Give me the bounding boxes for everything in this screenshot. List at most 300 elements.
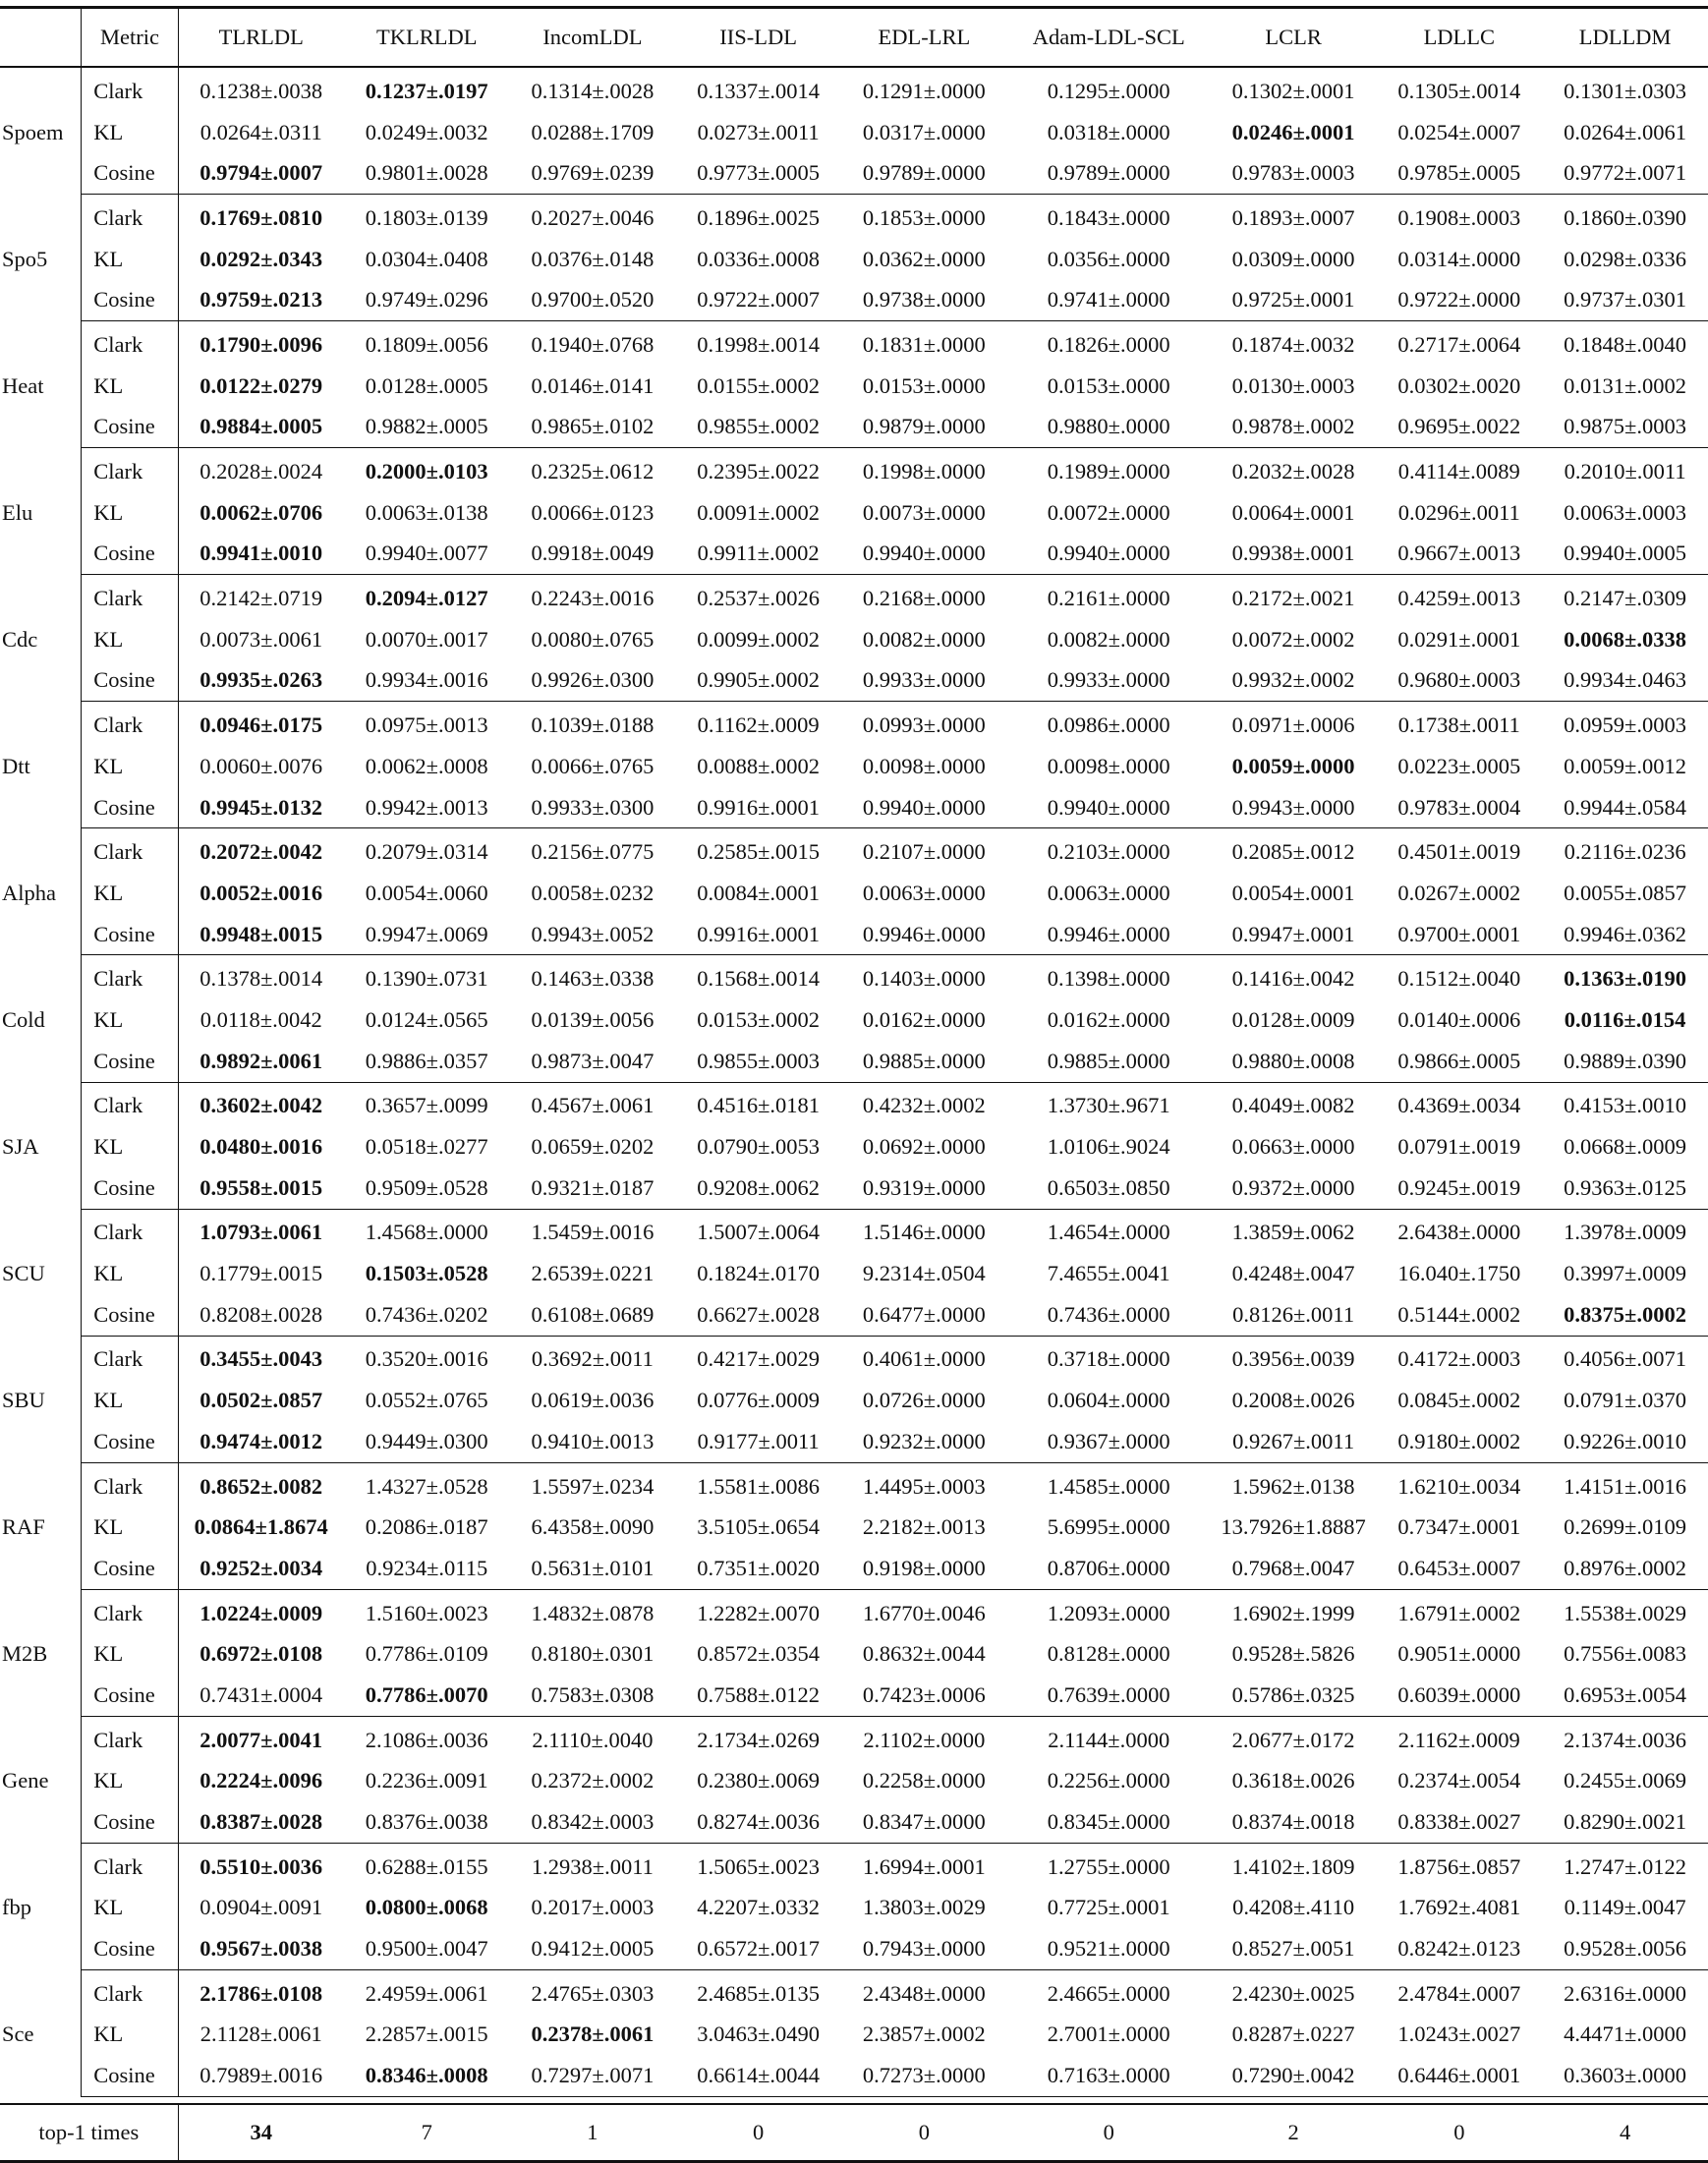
result-cell: 2.4959±.0061 [365, 1980, 488, 2006]
result-cell: 16.040±.1750 [1397, 1261, 1521, 1286]
result-cell: 0.7436±.0000 [1007, 1294, 1211, 1336]
result-cell: 1.4151±.0016 [1564, 1473, 1687, 1499]
result-cell: 0.0273±.0011 [697, 119, 820, 144]
result-cell: 0.9940±.0000 [1007, 534, 1211, 575]
result-cell: 0.2000±.0103 [365, 459, 488, 484]
result-cell: 2.4765±.0303 [531, 1980, 655, 2006]
result-cell: 0.9947±.0069 [344, 914, 510, 955]
result-cell: 0.2537±.0026 [697, 586, 821, 611]
metric-name: KL [82, 999, 178, 1041]
result-cell: 0.9943±.0000 [1211, 787, 1377, 828]
result-cell: 0.4567±.0061 [531, 1093, 655, 1118]
result-cell: 0.9940±.0077 [344, 534, 510, 575]
result-cell: 2.1110±.0040 [532, 1727, 654, 1752]
result-cell: 0.9737±.0301 [1542, 279, 1708, 320]
result-cell: 0.0098±.0000 [862, 753, 986, 778]
metric-name: Clark [82, 1336, 178, 1380]
result-cell: 0.1039±.0188 [531, 712, 655, 738]
result-cell: 0.8652±.0082 [199, 1473, 323, 1499]
result-cell: 0.8375±.0002 [1542, 1294, 1708, 1336]
metric-name: Cosine [82, 152, 178, 194]
result-cell: 0.3997±.0009 [1564, 1261, 1687, 1286]
metric-name: Cosine [82, 2055, 178, 2096]
result-cell: 0.9363±.0125 [1542, 1167, 1708, 1209]
result-cell: 0.9722±.0007 [675, 279, 841, 320]
result-cell: 0.0959±.0003 [1564, 712, 1687, 738]
result-cell: 0.2161±.0000 [1047, 586, 1170, 611]
result-cell: 0.9940±.0000 [841, 534, 1007, 575]
result-cell: 0.0060±.0076 [199, 753, 323, 778]
dataset-name: Cdc [0, 575, 82, 702]
result-cell: 0.8572±.0354 [697, 1641, 821, 1667]
metric-name: Clark [82, 575, 178, 619]
result-cell: 0.8208±.0028 [178, 1294, 344, 1336]
metric-name: KL [82, 1126, 178, 1167]
result-cell: 0.0140±.0006 [1397, 1006, 1521, 1032]
result-cell: 0.0480±.0016 [199, 1134, 323, 1160]
result-cell: 0.9886±.0357 [344, 1041, 510, 1082]
dataset-name: M2B [0, 1589, 82, 1716]
result-cell: 0.9177±.0011 [675, 1421, 841, 1462]
result-cell: 0.1238±.0038 [199, 78, 323, 103]
result-cell: 1.2938±.0011 [531, 1853, 654, 1879]
result-cell: 0.0098±.0000 [1047, 753, 1170, 778]
result-cell: 0.1162±.0009 [697, 712, 820, 738]
result-cell: 0.9208±.0062 [675, 1167, 841, 1209]
dataset-name: Cold [0, 955, 82, 1082]
result-cell: 2.4230±.0025 [1231, 1980, 1355, 2006]
header-method: IncomLDL [510, 8, 676, 68]
result-cell: 0.8706±.0000 [1007, 1548, 1211, 1589]
result-cell: 0.9500±.0047 [344, 1928, 510, 1969]
result-cell: 0.9916±.0001 [675, 914, 841, 955]
result-cell: 0.1831±.0000 [862, 331, 986, 357]
result-cell: 0.0073±.0000 [862, 499, 986, 525]
result-cell: 0.7786±.0070 [344, 1675, 510, 1716]
result-cell: 0.0084±.0001 [697, 880, 821, 905]
metric-name: Cosine [82, 534, 178, 575]
result-cell: 0.0971±.0006 [1231, 712, 1355, 738]
result-cell: 0.9321±.0187 [510, 1167, 676, 1209]
result-cell: 0.0055±.0857 [1564, 880, 1687, 905]
result-cell: 1.2747±.0122 [1564, 1853, 1687, 1879]
metric-name: KL [82, 2015, 178, 2056]
result-cell: 0.9935±.0263 [178, 660, 344, 702]
result-cell: 0.4259±.0013 [1397, 586, 1521, 611]
result-cell: 1.4832±.0878 [531, 1600, 655, 1625]
result-cell: 0.2372±.0002 [531, 1768, 655, 1793]
result-cell: 1.3803±.0029 [862, 1895, 986, 1920]
table-row [0, 1969, 1708, 2014]
metric-name: Cosine [82, 1167, 178, 1209]
result-cell: 2.4685±.0135 [697, 1980, 821, 2006]
metric-name: Cosine [82, 1548, 178, 1589]
result-cell: 0.0336±.0008 [697, 246, 821, 271]
result-cell: 0.0131±.0002 [1564, 372, 1687, 398]
result-cell: 0.3603±.0000 [1542, 2055, 1708, 2096]
result-cell: 0.0904±.0091 [199, 1895, 323, 1920]
result-cell: 0.1302±.0001 [1231, 78, 1355, 103]
result-cell: 0.1398±.0000 [1047, 966, 1170, 992]
result-cell: 0.1769±.0810 [199, 204, 323, 230]
result-cell: 0.1790±.0096 [199, 331, 323, 357]
result-cell: 0.1843±.0000 [1047, 204, 1170, 230]
result-cell: 0.0058±.0232 [531, 880, 655, 905]
result-cell: 0.0162±.0000 [1047, 1006, 1170, 1032]
table-row [0, 1843, 1708, 1887]
table-row [0, 619, 1708, 660]
result-cell: 0.9252±.0034 [178, 1548, 344, 1589]
result-cell: 0.1803±.0139 [365, 204, 488, 230]
table-row [0, 787, 1708, 828]
result-cell: 2.4348±.0000 [862, 1980, 986, 2006]
result-cell: 0.2017±.0003 [531, 1895, 655, 1920]
result-cell: 0.9232±.0000 [841, 1421, 1007, 1462]
result-cell: 0.9680±.0003 [1376, 660, 1542, 702]
result-cell: 0.3602±.0042 [199, 1093, 323, 1118]
result-cell: 1.6210±.0034 [1397, 1473, 1521, 1499]
result-cell: 0.8242±.0123 [1376, 1928, 1542, 1969]
result-cell: 0.6288±.0155 [365, 1853, 488, 1879]
table-row [0, 112, 1708, 153]
result-cell: 0.9945±.0132 [178, 787, 344, 828]
result-cell: 0.0146±.0141 [531, 372, 655, 398]
result-cell: 0.9926±.0300 [510, 660, 676, 702]
metric-name: KL [82, 1380, 178, 1421]
result-cell: 0.1998±.0014 [697, 331, 821, 357]
metric-name: KL [82, 1507, 178, 1548]
result-cell: 0.4232±.0002 [862, 1093, 986, 1118]
table-row [0, 2015, 1708, 2056]
metric-name: KL [82, 239, 178, 280]
result-cell: 0.9319±.0000 [841, 1167, 1007, 1209]
metric-name: KL [82, 1633, 178, 1675]
result-cell: 0.9521±.0000 [1007, 1928, 1211, 1969]
result-cell: 0.2008±.0026 [1231, 1388, 1355, 1413]
result-cell: 0.0986±.0000 [1047, 712, 1170, 738]
result-cell: 0.0296±.0011 [1397, 499, 1520, 525]
result-cell: 0.3718±.0000 [1047, 1346, 1170, 1372]
result-cell: 0.8527±.0051 [1211, 1928, 1377, 1969]
result-cell: 1.4495±.0003 [862, 1473, 986, 1499]
dataset-group [0, 1589, 1708, 1716]
result-cell: 0.9947±.0001 [1211, 914, 1377, 955]
table-row [0, 407, 1708, 448]
metric-name: Clark [82, 67, 178, 112]
result-cell: 1.5538±.0029 [1564, 1600, 1687, 1625]
result-cell: 0.6108±.0689 [510, 1294, 676, 1336]
result-cell: 0.0153±.0002 [697, 1006, 821, 1032]
dataset-group [0, 1969, 1708, 2096]
top1-count: 2 [1211, 2104, 1377, 2162]
metric-name: Cosine [82, 787, 178, 828]
result-cell: 0.9245±.0019 [1376, 1167, 1542, 1209]
table-row [0, 660, 1708, 702]
metric-name: Clark [82, 1589, 178, 1633]
result-cell: 0.2224±.0096 [199, 1768, 323, 1793]
result-cell: 1.2093±.0000 [1047, 1600, 1170, 1625]
result-cell: 0.9667±.0013 [1376, 534, 1542, 575]
result-cell: 0.7943±.0000 [841, 1928, 1007, 1969]
result-cell: 0.7639±.0000 [1007, 1675, 1211, 1716]
result-cell: 0.2032±.0028 [1231, 459, 1355, 484]
table-row [0, 955, 1708, 999]
result-cell: 0.0155±.0002 [697, 372, 821, 398]
result-cell: 0.9873±.0047 [510, 1041, 676, 1082]
table-row [0, 534, 1708, 575]
result-cell: 0.9885±.0000 [841, 1041, 1007, 1082]
dataset-name: Spo5 [0, 195, 82, 321]
result-cell: 0.9905±.0002 [675, 660, 841, 702]
result-cell: 0.5510±.0036 [199, 1853, 323, 1879]
result-cell: 0.0845±.0002 [1397, 1388, 1521, 1413]
result-cell: 0.8128±.0000 [1047, 1641, 1170, 1667]
result-cell: 0.2585±.0015 [697, 839, 821, 865]
result-cell: 0.7725±.0001 [1047, 1895, 1170, 1920]
table-row [0, 1548, 1708, 1589]
result-cell: 0.8376±.0038 [344, 1801, 510, 1843]
result-cell: 0.9474±.0012 [178, 1421, 344, 1462]
dataset-group [0, 702, 1708, 828]
result-cell: 1.3859±.0062 [1231, 1220, 1355, 1245]
top1-count: 34 [178, 2104, 344, 2162]
table-row [0, 1761, 1708, 1802]
result-cell: 0.0376±.0148 [531, 246, 655, 271]
table-row [0, 1462, 1708, 1507]
header-metric: Metric [82, 8, 178, 68]
table-row [0, 1041, 1708, 1082]
result-cell: 0.2236±.0091 [365, 1768, 488, 1793]
result-cell: 0.0552±.0765 [365, 1388, 488, 1413]
result-cell: 0.9725±.0001 [1211, 279, 1377, 320]
result-cell: 2.1144±.0000 [1048, 1727, 1170, 1752]
result-cell: 0.8632±.0044 [862, 1641, 986, 1667]
result-cell: 0.2107±.0000 [862, 839, 986, 865]
table-row [0, 702, 1708, 746]
result-cell: 0.8347±.0000 [841, 1801, 1007, 1843]
result-cell: 2.1162±.0009 [1397, 1727, 1520, 1752]
result-cell: 1.5597±.0234 [531, 1473, 655, 1499]
result-cell: 0.0130±.0003 [1231, 372, 1355, 398]
table-footer [0, 2104, 1708, 2162]
metric-name: Cosine [82, 660, 178, 702]
table-row [0, 67, 1708, 112]
result-cell: 0.2027±.0046 [531, 204, 655, 230]
metric-name: Cosine [82, 1041, 178, 1082]
dataset-name: Dtt [0, 702, 82, 828]
result-cell: 2.6438±.0000 [1397, 1220, 1521, 1245]
result-cell: 0.8976±.0002 [1542, 1548, 1708, 1589]
result-cell: 0.9234±.0115 [344, 1548, 510, 1589]
result-cell: 0.9943±.0052 [510, 914, 676, 955]
result-cell: 1.3978±.0009 [1564, 1220, 1687, 1245]
result-cell: 0.0726±.0000 [862, 1388, 986, 1413]
result-cell: 0.0790±.0053 [697, 1134, 821, 1160]
result-cell: 0.0267±.0002 [1397, 880, 1521, 905]
result-cell: 0.8287±.0227 [1231, 2021, 1355, 2047]
result-cell: 0.9944±.0584 [1542, 787, 1708, 828]
result-cell: 0.9449±.0300 [344, 1421, 510, 1462]
result-cell: 0.1337±.0014 [697, 78, 821, 103]
dataset-group [0, 828, 1708, 955]
metric-name: Clark [82, 1462, 178, 1507]
header-method: TLRLDL [178, 8, 344, 68]
result-cell: 0.2699±.0109 [1564, 1514, 1687, 1540]
result-cell: 1.5459±.0016 [531, 1220, 655, 1245]
result-cell: 1.6994±.0001 [862, 1853, 986, 1879]
result-cell: 0.9946±.0000 [1007, 914, 1211, 955]
top1-count: 7 [344, 2104, 510, 2162]
result-cell: 0.6972±.0108 [199, 1641, 323, 1667]
table-row [0, 1716, 1708, 1760]
results-table [0, 6, 1708, 2163]
dataset-group [0, 321, 1708, 448]
result-cell: 0.8374±.0018 [1211, 1801, 1377, 1843]
result-cell: 0.0791±.0019 [1397, 1134, 1521, 1160]
result-cell: 0.1853±.0000 [862, 204, 986, 230]
result-cell: 0.0059±.0012 [1564, 753, 1687, 778]
result-cell: 0.9855±.0003 [675, 1041, 841, 1082]
result-cell: 0.7273±.0000 [841, 2055, 1007, 2096]
dataset-group [0, 1082, 1708, 1209]
top1-count: 1 [510, 2104, 676, 2162]
result-cell: 0.6039±.0000 [1376, 1675, 1542, 1716]
result-cell: 1.8756±.0857 [1397, 1853, 1521, 1879]
metric-name: Clark [82, 1716, 178, 1760]
header-row [0, 8, 1708, 68]
result-cell: 0.3520±.0016 [365, 1346, 488, 1372]
result-cell: 0.2717±.0064 [1397, 331, 1521, 357]
result-cell: 13.7926±1.8887 [1221, 1514, 1366, 1540]
top1-count: 4 [1542, 2104, 1708, 2162]
metric-name: Clark [82, 321, 178, 366]
dataset-group [0, 448, 1708, 575]
result-cell: 0.9892±.0061 [178, 1041, 344, 1082]
result-cell: 0.9941±.0010 [178, 534, 344, 575]
result-cell: 0.0099±.0002 [697, 626, 821, 652]
metric-name: Clark [82, 828, 178, 873]
metric-name: Clark [82, 1209, 178, 1253]
table-row [0, 1928, 1708, 1969]
result-cell: 0.7786±.0109 [365, 1641, 488, 1667]
result-cell: 0.9528±.5826 [1231, 1641, 1355, 1667]
result-cell: 0.8387±.0028 [178, 1801, 344, 1843]
result-cell: 0.9882±.0005 [344, 407, 510, 448]
result-cell: 0.9794±.0007 [178, 152, 344, 194]
result-cell: 0.2455±.0069 [1564, 1768, 1687, 1793]
result-cell: 4.4471±.0000 [1564, 2021, 1687, 2047]
table-row [0, 999, 1708, 1041]
dataset-group [0, 1716, 1708, 1843]
metric-name: Clark [82, 702, 178, 746]
result-cell: 0.0776±.0009 [697, 1388, 821, 1413]
result-cell: 0.9789±.0000 [841, 152, 1007, 194]
result-cell: 2.7001±.0000 [1047, 2021, 1170, 2047]
result-cell: 0.9783±.0004 [1376, 787, 1542, 828]
header-method: IIS-LDL [675, 8, 841, 68]
result-cell: 0.1779±.0015 [199, 1261, 323, 1286]
result-cell: 0.2243±.0016 [531, 586, 655, 611]
result-cell: 0.6453±.0007 [1376, 1548, 1542, 1589]
metric-name: Cosine [82, 1928, 178, 1969]
result-cell: 0.6477±.0000 [841, 1294, 1007, 1336]
result-cell: 0.0062±.0706 [199, 499, 323, 525]
result-cell: 1.5146±.0000 [862, 1220, 986, 1245]
metric-name: Cosine [82, 279, 178, 320]
result-cell: 0.0246±.0001 [1231, 119, 1355, 144]
result-cell: 0.9880±.0008 [1211, 1041, 1377, 1082]
result-cell: 0.8126±.0011 [1211, 1294, 1377, 1336]
table-row [0, 1294, 1708, 1336]
result-cell: 1.4102±.1809 [1231, 1853, 1355, 1879]
result-cell: 0.4056±.0071 [1564, 1346, 1687, 1372]
result-cell: 1.2282±.0070 [697, 1600, 821, 1625]
result-cell: 0.2116±.0236 [1564, 839, 1686, 865]
result-cell: 0.4248±.0047 [1231, 1261, 1355, 1286]
result-cell: 0.6953±.0054 [1542, 1675, 1708, 1716]
result-cell: 0.9942±.0013 [344, 787, 510, 828]
result-cell: 0.0298±.0336 [1564, 246, 1687, 271]
result-cell: 0.0264±.0311 [199, 119, 322, 144]
result-cell: 0.2142±.0719 [199, 586, 323, 611]
result-cell: 0.8346±.0008 [344, 2055, 510, 2096]
result-cell: 1.6770±.0046 [862, 1600, 986, 1625]
header-method: LDLLC [1376, 8, 1542, 68]
dataset-group [0, 67, 1708, 195]
result-cell: 0.0993±.0000 [862, 712, 986, 738]
result-cell: 0.9934±.0016 [344, 660, 510, 702]
result-cell: 0.9940±.0005 [1542, 534, 1708, 575]
result-cell: 0.0063±.0000 [862, 880, 986, 905]
header-method: LCLR [1211, 8, 1377, 68]
result-cell: 0.8342±.0003 [510, 1801, 676, 1843]
result-cell: 0.9932±.0002 [1211, 660, 1377, 702]
result-cell: 0.0619±.0036 [531, 1388, 655, 1413]
dataset-name: fbp [0, 1843, 82, 1969]
result-cell: 0.0318±.0000 [1047, 119, 1170, 144]
result-cell: 0.4369±.0034 [1397, 1093, 1521, 1118]
result-cell: 0.6446±.0001 [1376, 2055, 1542, 2096]
result-cell: 0.8274±.0036 [675, 1801, 841, 1843]
result-cell: 1.0243±.0027 [1397, 2021, 1521, 2047]
result-cell: 0.9933±.0300 [510, 787, 676, 828]
result-cell: 1.2755±.0000 [1047, 1853, 1170, 1879]
result-cell: 2.0077±.0041 [199, 1727, 323, 1752]
result-cell: 0.1295±.0000 [1047, 78, 1170, 103]
result-cell: 2.1734±.0269 [697, 1727, 821, 1752]
result-cell: 0.9933±.0000 [841, 660, 1007, 702]
result-cell: 0.0604±.0000 [1047, 1388, 1170, 1413]
result-cell: 0.2103±.0000 [1047, 839, 1170, 865]
result-cell: 0.0066±.0123 [531, 499, 655, 525]
result-cell: 2.6316±.0000 [1564, 1980, 1687, 2006]
result-cell: 0.2374±.0054 [1397, 1768, 1521, 1793]
result-cell: 0.5786±.0325 [1211, 1675, 1377, 1716]
result-cell: 0.7556±.0083 [1564, 1641, 1687, 1667]
result-cell: 0.5144±.0002 [1376, 1294, 1542, 1336]
result-cell: 0.2156±.0775 [531, 839, 655, 865]
result-cell: 0.1908±.0003 [1397, 204, 1521, 230]
table-row [0, 448, 1708, 492]
result-cell: 0.7436±.0202 [344, 1294, 510, 1336]
result-cell: 0.2010±.0011 [1564, 459, 1686, 484]
result-cell: 2.0677±.0172 [1231, 1727, 1355, 1752]
result-cell: 2.4665±.0000 [1047, 1980, 1170, 2006]
result-cell: 0.9412±.0005 [510, 1928, 676, 1969]
result-cell: 0.0070±.0017 [365, 626, 488, 652]
result-cell: 1.4568±.0000 [365, 1220, 488, 1245]
result-cell: 0.2094±.0127 [365, 586, 488, 611]
